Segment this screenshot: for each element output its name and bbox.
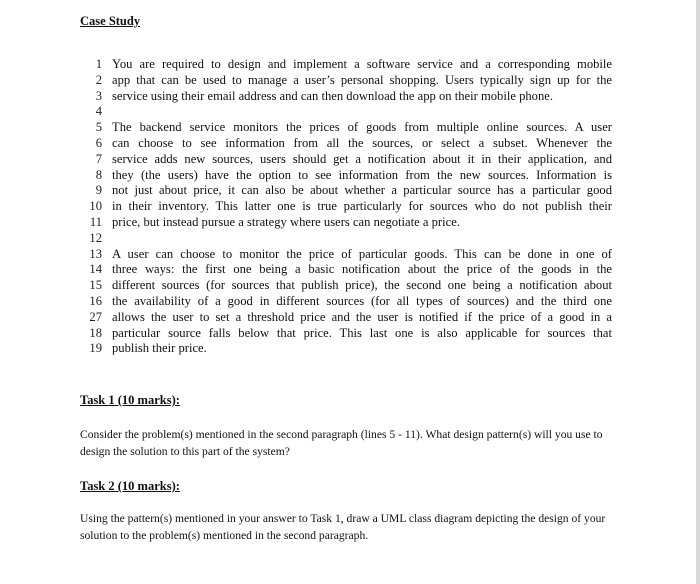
task-1-heading: Task 1 (10 marks):: [80, 393, 180, 407]
text-line: [80, 247, 612, 263]
line-number: 15: [89, 278, 102, 293]
text-line: [80, 89, 612, 105]
text-line: [80, 215, 612, 231]
line-text: publish their price.: [112, 341, 207, 356]
line-number: 13: [89, 246, 102, 261]
line-number: 1: [95, 57, 102, 71]
line-text: three ways: the first one being a basic notification about the price of the goods in the: [112, 262, 612, 277]
text-line: [80, 262, 612, 278]
line-text: can choose to see information from all the sources, or select a subset. Whenever the: [112, 135, 612, 150]
line-text: You are required to design and implement a software service and a corresponding mobile: [112, 57, 612, 71]
line-number: 5: [95, 120, 102, 135]
text-line: [80, 104, 612, 120]
task-2-heading: Task 2 (10 marks):: [80, 479, 180, 493]
text-line: [80, 199, 612, 215]
text-line: [80, 326, 612, 342]
line-text: service using their email address and can then download the app on their mobile phone.: [112, 88, 554, 103]
line-number: 10: [89, 199, 102, 214]
line-text: [112, 231, 612, 247]
line-text: app that can be used to manage a user’s personal shopping. Users typically sign up for the: [112, 72, 612, 87]
line-number: 19: [89, 341, 102, 356]
text-line: [80, 136, 612, 152]
line-text: service adds new sources, users should get a notification about it in their application, and: [112, 151, 612, 166]
text-line: [80, 310, 612, 326]
line-text: price, but instead pursue a strategy where users can negotiate a price.: [112, 214, 460, 229]
line-number: 12: [89, 230, 102, 245]
text-line: [80, 294, 612, 310]
task-1-text: Consider the problem(s) mentioned in the second paragraph (lines 5 - 11). What design pattern(s) will you use to design the solution to this part of the system?: [80, 428, 603, 458]
task-2-text: Using the pattern(s) mentioned in your answer to Task 1, draw a UML class diagram depicting the design of your solution to the problem(s) mentioned in the second paragraph.: [80, 512, 606, 542]
line-number: 11: [89, 214, 102, 229]
line-number: 7: [95, 151, 102, 166]
line-text: A user can choose to monitor the price of particular goods. This can be done in one of: [112, 246, 612, 261]
line-number: 27: [89, 309, 102, 324]
text-line: [80, 231, 612, 247]
line-number: 3: [95, 88, 102, 103]
text-line: [80, 183, 612, 199]
line-number: 6: [95, 135, 102, 150]
line-text: in their inventory. This latter one is true particularly for sources who do not publish their: [112, 199, 612, 214]
line-number: 9: [95, 183, 102, 198]
text-line: [80, 73, 612, 89]
text-line: [80, 168, 612, 184]
case-study-text: [80, 57, 612, 357]
page-edge: [696, 0, 700, 584]
line-number: 18: [89, 325, 102, 340]
line-number: 8: [95, 167, 102, 182]
line-text: the availability of a good in different sources (for all types of sources) and the third one: [112, 293, 612, 308]
line-text: different sources (for sources that publish price), the second one being a notification about: [112, 278, 612, 293]
text-line: [80, 278, 612, 294]
line-text: not just about price, it can also be about whether a particular source has a particular good: [112, 183, 612, 198]
line-number: 16: [89, 293, 102, 308]
text-line: [80, 341, 612, 357]
text-line: [80, 120, 612, 136]
line-text: particular source falls below that price. This last one is also applicable for sources that: [112, 325, 612, 340]
text-line: [80, 57, 612, 73]
line-number: 2: [95, 72, 102, 87]
line-text: allows the user to set a threshold price and the user is notified if the price of a good in a: [112, 309, 612, 324]
line-number: 14: [89, 262, 102, 277]
line-text: The backend service monitors the prices of goods from multiple online sources. A user: [112, 120, 612, 135]
line-number: 4: [95, 104, 102, 119]
text-line: [80, 152, 612, 168]
line-text: they (the users) have the option to see information from the new sources. Information is: [112, 167, 612, 182]
case-study-title: Case Study: [80, 14, 141, 28]
line-text: [112, 104, 612, 120]
